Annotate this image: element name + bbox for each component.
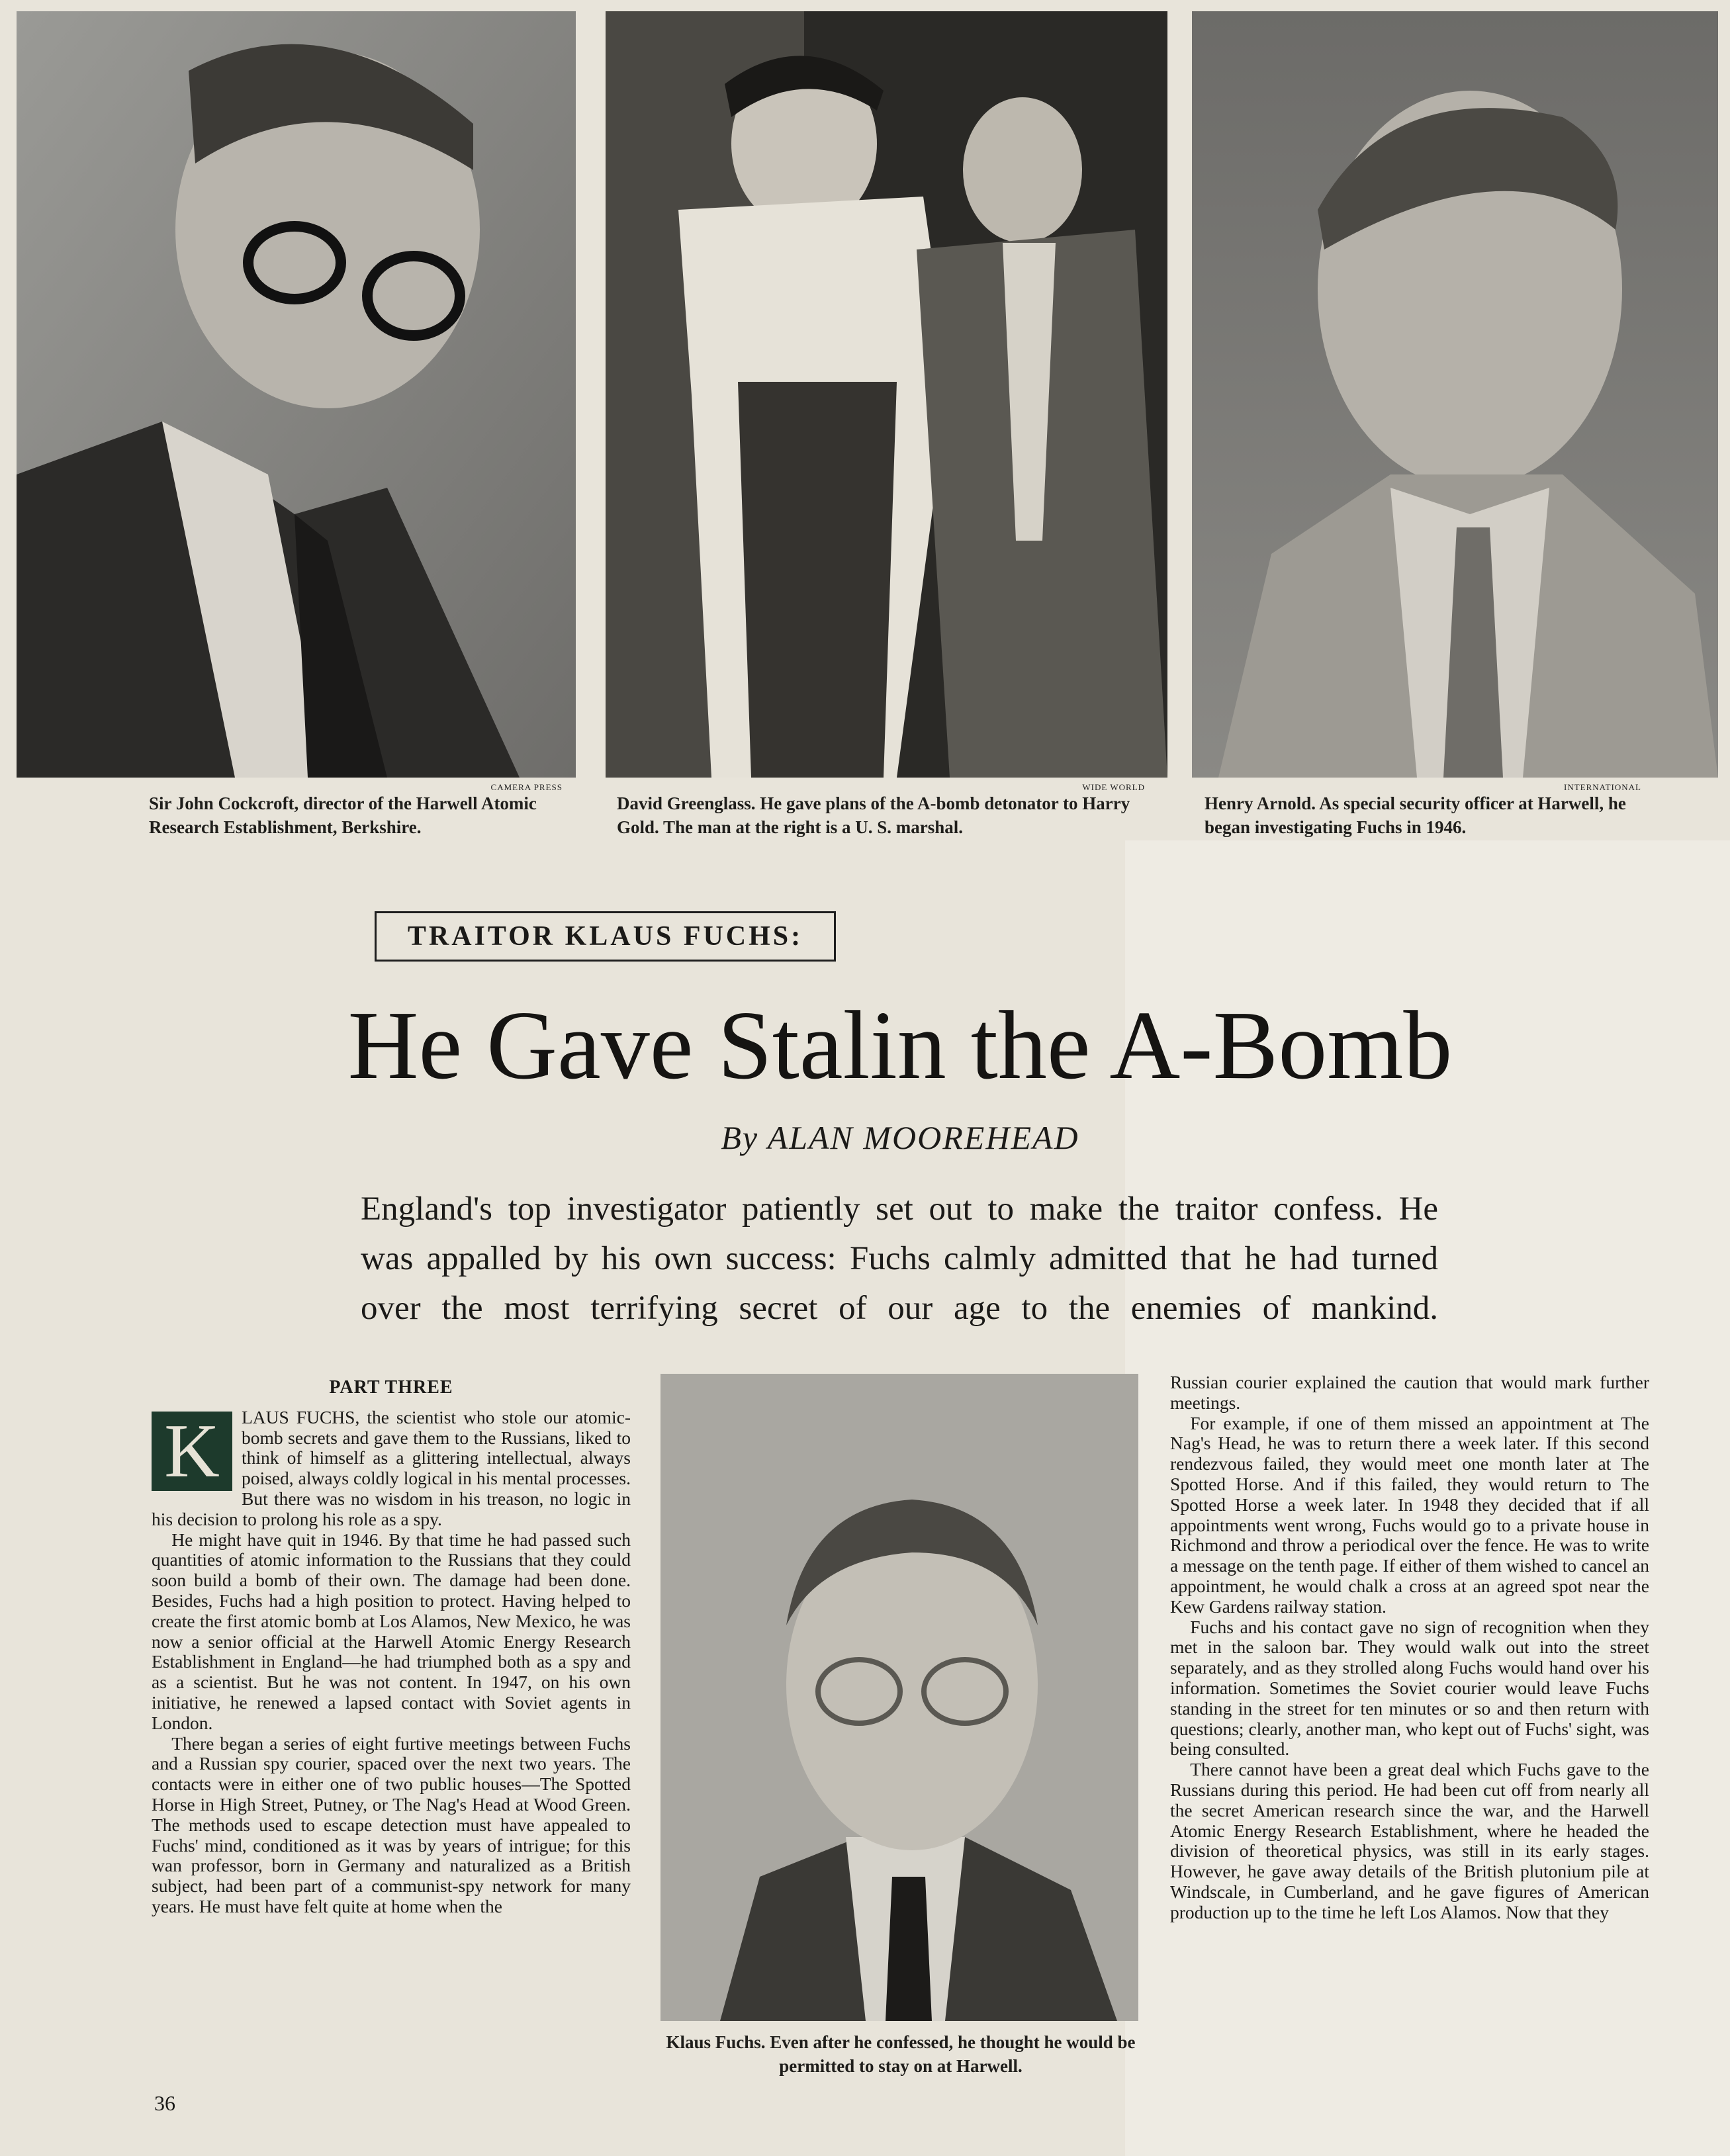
deck-line: was appalled by his own success: Fuchs calmly admitted that he had turned — [361, 1240, 1438, 1277]
paragraph: There began a series of eight furtive meetings between Fuchs and a Russian spy courier, spaced over the next two years. The contacts were in either one of two public houses—The Spotted Horse in High Street, Putney, or The Nag's Head at Wood Green. The methods used to escape detection must have appealed to Fuchs' mind, conditioned as it was by years of intrigue; for this wan professor, born in Germany and naturalized as a British subject, had been part of a communist-spy network for many years. He must have felt quite at home when the — [152, 1732, 631, 1916]
paragraph — [152, 1408, 631, 1530]
photo-cockcroft — [17, 11, 576, 778]
byline: By ALAN MOOREHEAD — [721, 1119, 1079, 1156]
photo-credit: CAMERA PRESS — [490, 782, 563, 792]
kicker-box: TRAITOR KLAUS FUCHS: — [375, 911, 836, 962]
deck — [361, 1185, 1438, 1333]
right-column — [1170, 1372, 1649, 1923]
photo-klaus-fuchs — [660, 1374, 1138, 2021]
center-photo-caption: Klaus Fuchs. Even after he confessed, he thought he would be permitted to stay on at Harwell. — [666, 2032, 1136, 2076]
left-column — [152, 1378, 631, 1917]
paragraph-text: LAUS FUCHS, the scientist who stole our atomic-bomb secrets and gave them to the Russians, liked to think of himself as a glittering intellectual, always poised, always coldly logical in his mental processes. But there was no wisdom in his treason, no logic in his decision to prolong his role as a spy. — [152, 1406, 631, 1529]
photo-arnold — [1192, 11, 1718, 778]
deck-line: England's top investigator patiently set out to make the traitor confess. He — [361, 1190, 1438, 1228]
part-heading: PART THREE — [329, 1377, 453, 1398]
photo-greenglass — [606, 11, 1167, 778]
photo-caption: Sir John Cockcroft, director of the Harwell Atomic Research Establishment, Berkshire. — [149, 793, 537, 837]
photo-caption: Henry Arnold. As special security officer at Harwell, he began investigating Fuchs in 1946. — [1205, 793, 1626, 837]
page-number: 36 — [154, 2091, 175, 2115]
photo-caption: David Greenglass. He gave plans of the A-bomb detonator to Harry Gold. The man at the right is a U. S. marshal. — [617, 793, 1130, 837]
drop-cap: K — [152, 1412, 232, 1491]
paragraph: Russian courier explained the caution that would mark further meetings. — [1170, 1372, 1649, 1413]
deck-line: over the most terrifying secret of our age to the enemies of mankind. — [361, 1290, 1438, 1327]
photo-credit: INTERNATIONAL — [1564, 782, 1641, 792]
paragraph: He might have quit in 1946. By that time he had passed such quantities of atomic information to the Russians that they could soon build a bomb of their own. The damage had been done. Besides, Fuchs had a high position to protect. Having helped to create the first atomic bomb at Los Alamos, New Mexico, he was now a senior official at the Harwell Atomic Energy Research Establishment in England—he had triumphed both as a spy and as a scientist. But he was not content. In 1947, on his own initiative, he renewed a lapsed contact with Soviet agents in London. — [152, 1529, 631, 1733]
photo-credit: WIDE WORLD — [1082, 782, 1145, 792]
paragraph: There cannot have been a great deal which Fuchs gave to the Russians during this period. He had been cut off from nearly all the secret American research since the war, and the Harwell Atomic Energy Research Establishment, where he headed the division of theoretical physics, was still in its early stages. However, he gave away details of the British plutonium pile at Windscale, in Cumberland, and he gave figures of American production up to the time he left Los Alamos. Now that they — [1170, 1759, 1649, 1922]
paragraph: For example, if one of them missed an appointment at The Nag's Head, he was to return there a week later. If this second rendezvous failed, they would meet one month later at The Spotted Horse. And if this failed, they would return to The Spotted Horse a week later. In 1948 they decided that if all appointments went wrong, Fuchs would go to a private house in Richmond and throw a periodical over the fence. He was to write a message on the tenth page. If either of them wished to cancel an appointment, he would chalk a cross at an agreed spot near the Kew Gardens railway station. — [1170, 1412, 1649, 1617]
article-title: He Gave Stalin the A-Bomb — [347, 991, 1453, 1100]
paragraph: Fuchs and his contact gave no sign of recognition when they met in the saloon bar. They would walk out into the street separately, and as they strolled along Fuchs would hand over his information. Sometimes the Soviet courier would leave Fuchs standing in the street for ten minutes or so and then return with questions; clearly, another man, who kept out of Fuchs' sight, was being consulted. — [1170, 1616, 1649, 1760]
